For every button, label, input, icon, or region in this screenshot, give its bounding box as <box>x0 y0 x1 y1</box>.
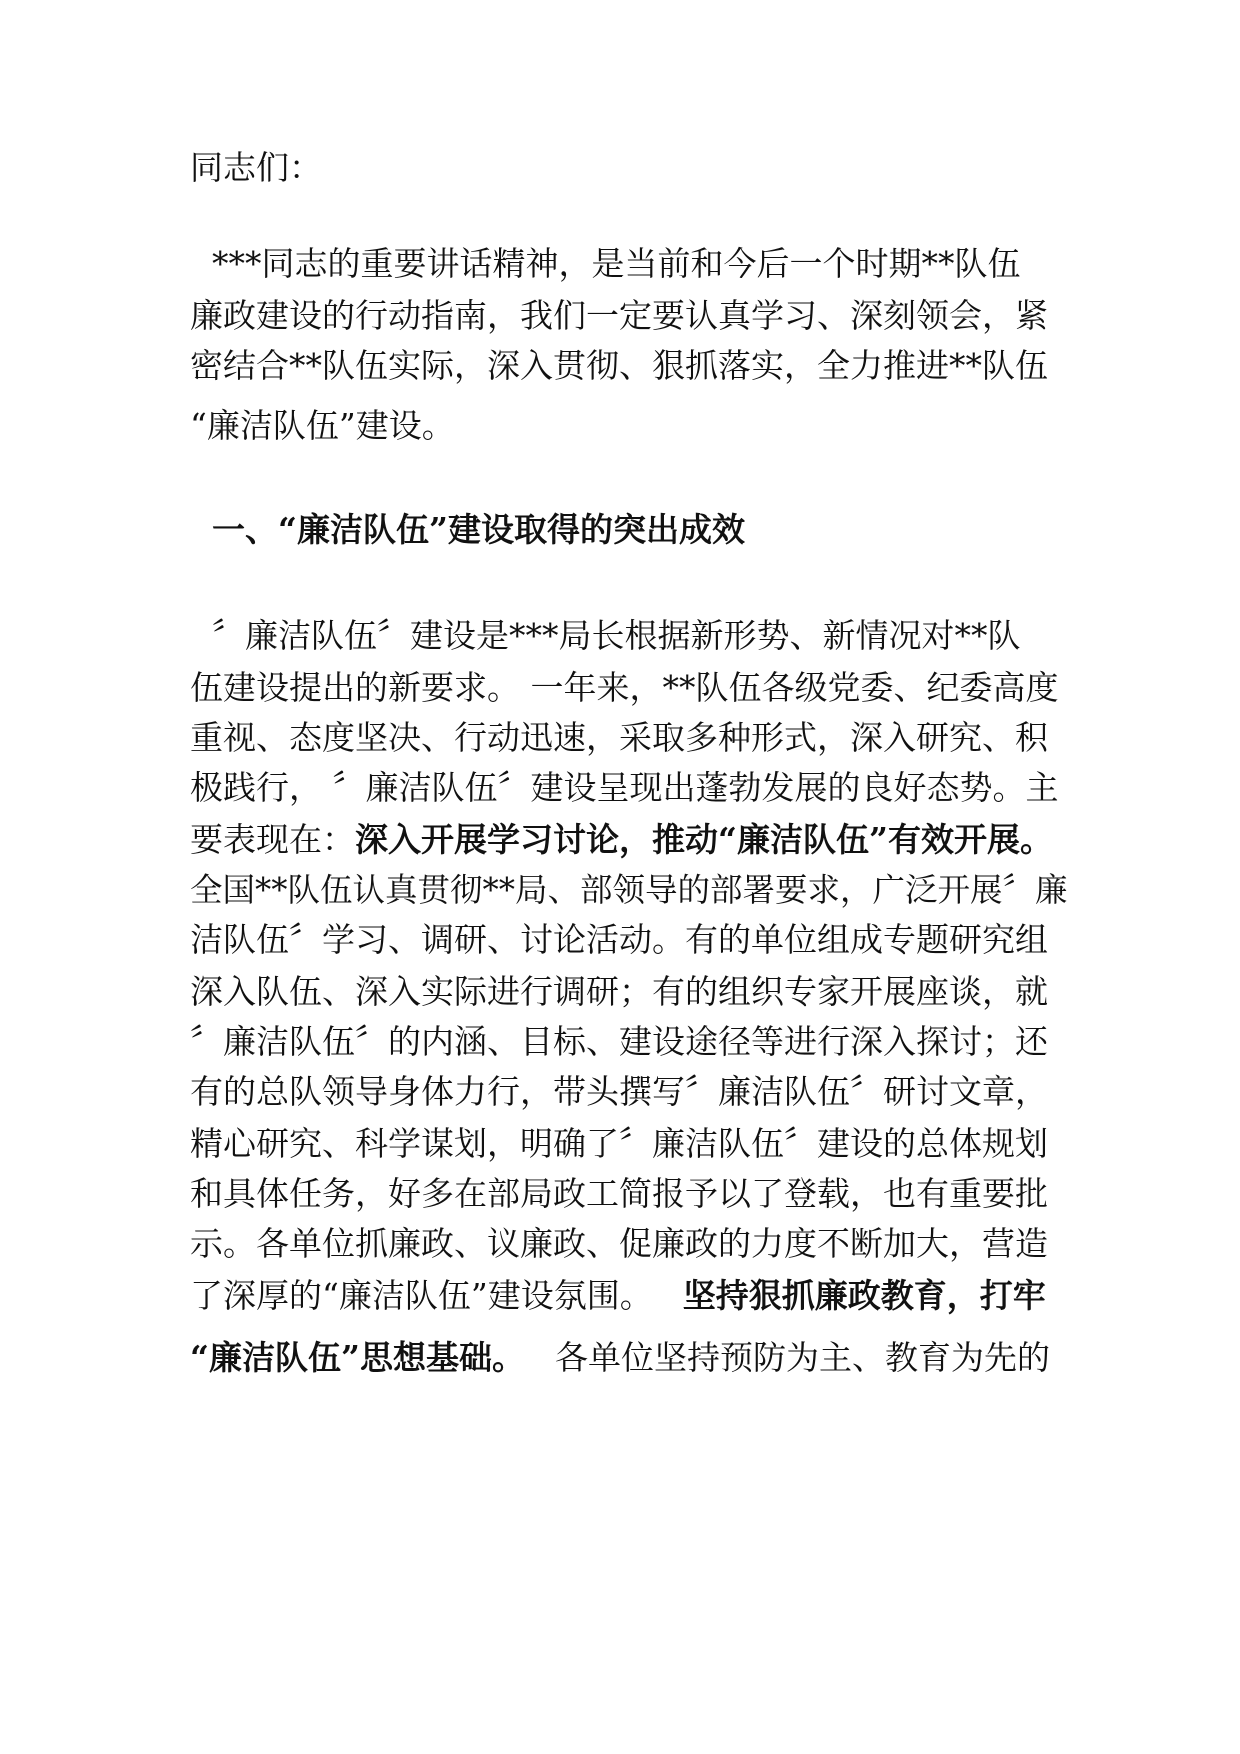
body-line-1: 〞廉洁队伍〞建设是***局长根据新形势、新情况对**队 <box>212 616 1021 655</box>
body-line-14-normal: 了深厚的“廉洁队伍”建设氛围。 <box>190 1276 653 1315</box>
intro-line-1: ***同志的重要讲话精神，是当前和今后一个时期**队伍 <box>212 244 1021 283</box>
body-line-14-bold: 坚持狠抓廉政教育，打牢 <box>682 1276 1046 1315</box>
salutation: 同志们： <box>190 148 322 187</box>
body-line-14 <box>190 1276 1070 1316</box>
body-line-13: 示。各单位抓廉政、议廉政、促廉政的力度不断加大，营造 <box>190 1224 1048 1263</box>
intro-line-3: 密结合**队伍实际，深入贯彻、狠抓落实，全力推进**队伍 <box>190 346 1048 385</box>
body-line-11: 精心研究、科学谋划，明确了〞廉洁队伍〞建设的总体规划 <box>190 1124 1048 1163</box>
body-line-5-bold: 深入开展学习讨论，推动“廉洁队伍”有效开展。 <box>355 820 1053 859</box>
body-line-4: 极践行， 〞廉洁队伍〞建设呈现出蓬勃发展的良好态势。主 <box>190 768 1059 807</box>
body-line-10: 有的总队领导身体力行，带头撰写〞廉洁队伍〞研讨文章， <box>190 1072 1048 1111</box>
body-line-6: 全国**队伍认真贯彻**局、部领导的部署要求，广泛开展〞廉 <box>190 871 1068 909</box>
section-heading: 一、“廉洁队伍”建设取得的突出成效 <box>212 510 745 549</box>
body-line-7: 洁队伍〞学习、调研、讨论活动。有的单位组成专题研究组 <box>190 920 1048 959</box>
body-line-3: 重视、态度坚决、行动迅速，采取多种形式，深入研究、积 <box>190 718 1048 757</box>
body-line-8: 深入队伍、深入实际进行调研；有的组织专家开展座谈，就 <box>190 972 1048 1011</box>
body-line-15-normal: 各单位坚持预防为主、教育为先的 <box>554 1338 1050 1377</box>
body-line-15-bold: “廉洁队伍”思想基础。 <box>190 1338 525 1377</box>
body-line-12: 和具体任务，好多在部局政工简报予以了登载，也有重要批 <box>190 1174 1048 1213</box>
body-line-2: 伍建设提出的新要求。 一年来，**队伍各级党委、纪委高度 <box>190 668 1059 707</box>
body-line-9: 〞廉洁队伍〞的内涵、目标、建设途径等进行深入探讨；还 <box>190 1022 1048 1061</box>
body-line-5 <box>190 820 1070 860</box>
body-line-5-normal: 要表现在： <box>190 820 355 859</box>
intro-line-2: 廉政建设的行动指南，我们一定要认真学习、深刻领会，紧 <box>190 296 1048 335</box>
intro-line-4: “廉洁队伍”建设。 <box>190 406 455 445</box>
body-line-15 <box>190 1338 1070 1378</box>
